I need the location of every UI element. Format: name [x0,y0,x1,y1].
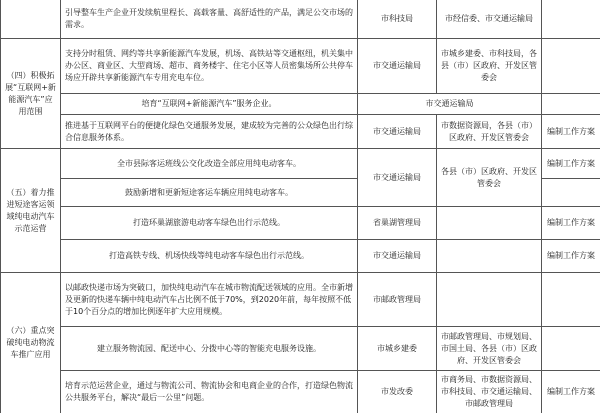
note-cell: 编制工作方案 [542,149,600,179]
table-row [1,371,600,413]
note-cell: 编制工作方案 [542,207,600,240]
note-cell [542,94,600,115]
note-cell [542,327,600,371]
task-cell: 支持分时租赁、网约等共享新能源汽车发展，机场、高铁站等交通枢纽，机关集中办公区、商业区、大型商场、超市、商务楼宇、住宅小区等人员密集场所公共停车场应开辟共享新能源汽车专用充电车位。 [61,39,358,94]
lead-unit-cell: 市交通运输局 [358,94,542,115]
coop-unit-cell: 市经信委、市交通运输局 [437,0,542,39]
task-cell: 全市县际客运班线公交化改造全部应用纯电动客车。 [61,149,358,179]
category-cell: （五）着力推进短途客运领域纯电动汽车示范运营 [1,149,61,273]
table-row [1,94,600,115]
table-row [1,327,600,371]
table-row [1,39,600,94]
lead-unit-cell: 市交通运输局 [358,149,437,207]
note-cell: 编制工作方案 [542,240,600,273]
table-row [1,149,600,179]
lead-unit-cell: 省巢湖管理局 [358,207,437,240]
task-cell: 推进基于互联网平台的便捷化绿色交通服务发展，建成较为完善的公众绿色出行综合信息服务体系。 [61,115,358,149]
note-cell [542,273,600,327]
lead-unit-cell: 市交通运输局 [358,115,437,149]
note-cell [542,0,600,39]
task-cell: 建立服务物流园、配送中心、分拨中心等的智能充电服务设施。 [61,327,358,371]
task-cell: 鼓励新增和更新短途客运车辆应用纯电动客车。 [61,179,358,207]
lead-unit-cell: 市发改委 [358,371,437,413]
note-cell [542,39,600,94]
table-row [1,240,600,273]
coop-unit-cell: 市城乡建委、市科技局，各县（市）区政府、开发区管委会 [437,39,542,94]
note-cell [542,179,600,207]
task-cell: 以邮政快递市场为突破口，加快纯电动汽车在城市物流配送领域的应用。全市新增及更新的快递车辆中纯电动汽车占比例不低于70%，到2020年前，每年按照不低于10个百分点的增加比例逐年扩大应用规模。 [61,273,358,327]
lead-unit-cell: 市交通运输局 [358,39,437,94]
category-cell: （六）重点突破纯电动物流车推广应用 [1,273,61,413]
lead-unit-cell: 市城乡建委 [358,327,437,371]
lead-unit-cell: 市科技局 [358,0,437,39]
table-row [1,273,600,327]
coop-unit-cell [437,273,542,327]
lead-unit-cell: 市邮政管理局 [358,273,437,327]
table-row [1,207,600,240]
coop-unit-cell: 市邮政管理局、市规划局、市国土局、各县（市）区政府、开发区管委会 [437,327,542,371]
task-cell: 打造高铁专线、机场快线等纯电动客车绿色出行示范线。 [61,240,358,273]
coop-unit-cell: 市商务局、市数据资源局、市科技局、市交通运输局、市邮政管理局 [437,371,542,413]
coop-unit-cell: 市数据资源局，各县（市）区政府、开发区管委会 [437,115,542,149]
coop-unit-cell [437,207,542,240]
lead-unit-cell: 市交通运输局 [358,240,437,273]
task-cell: 打造环巢湖旅游电动客车绿色出行示范线。 [61,207,358,240]
task-cell: 培育示范运营企业，通过与物流公司、物流协会和电商企业的合作，打造绿色物流公共服务平台，解决“最后一公里”问题。 [61,371,358,413]
note-cell: 编制工作方案 [542,371,600,413]
category-cell: （四）积极拓展“互联网+新能源汽车”应用范围 [1,39,61,149]
category-cell [1,0,61,39]
note-cell: 编制工作方案 [542,115,600,149]
table-row [1,115,600,149]
coop-unit-cell: 各县（市）区政府、开发区管委会 [437,149,542,207]
task-cell: 引导整车生产企业开发续航里程长、高载客量、高舒适性的产品，满足公交市场的需求。 [61,0,358,39]
task-cell: 培育“互联网+新能源汽车”服务企业。 [61,94,358,115]
coop-unit-cell [437,240,542,273]
table-row [1,0,600,39]
